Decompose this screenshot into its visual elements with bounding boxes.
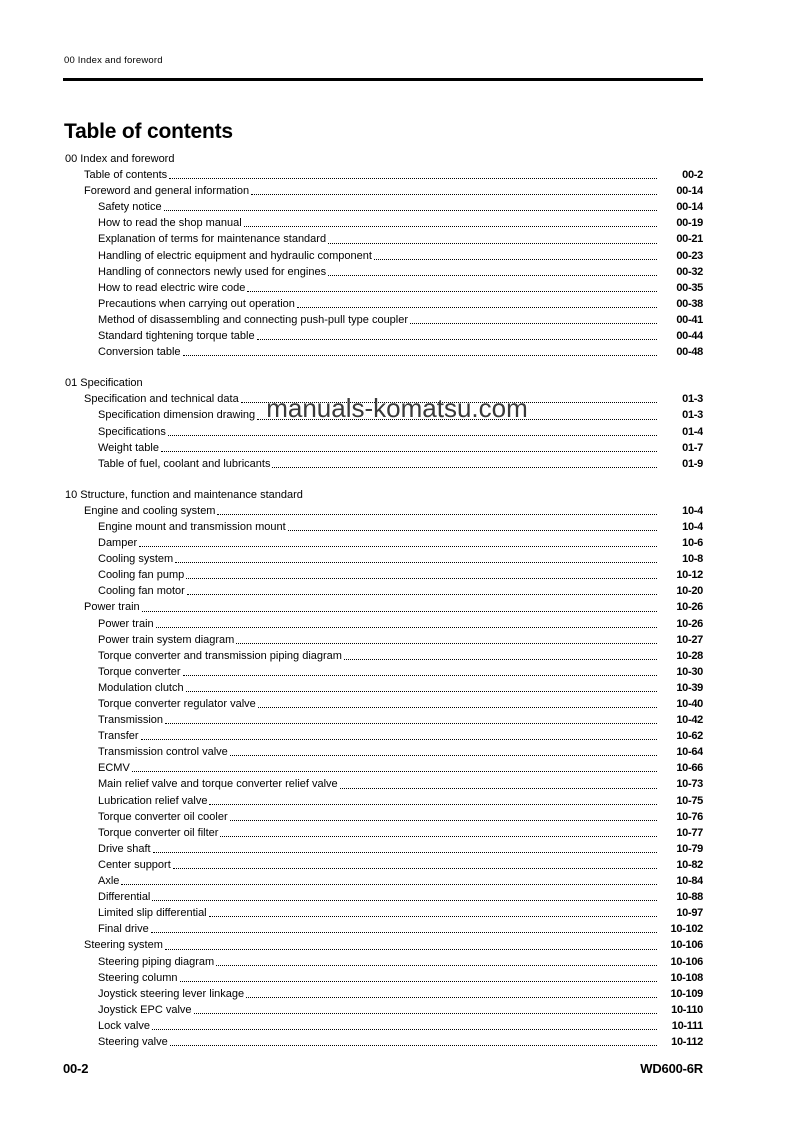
toc-entry-page-number: 00-19 <box>676 217 703 230</box>
dot-leader <box>173 857 657 873</box>
toc-entry-label: Cooling system <box>98 553 174 566</box>
dot-leader <box>186 567 657 583</box>
toc-entry-page-number: 00-21 <box>676 233 703 246</box>
toc-entry[interactable] <box>63 1034 703 1050</box>
toc-entry-label: Transmission control valve <box>98 746 228 759</box>
toc-entry[interactable] <box>63 167 703 183</box>
toc-entry-page-number: 10-82 <box>676 858 703 871</box>
toc-entry-page-number: 10-66 <box>676 762 703 775</box>
toc-entry-label: Drive shaft <box>98 842 151 855</box>
toc-entry-page-number: 10-6 <box>682 537 703 550</box>
toc-section <box>63 375 703 472</box>
footer-page-number: 00-2 <box>63 1061 89 1076</box>
dot-leader <box>194 1002 657 1018</box>
toc-entry[interactable] <box>63 841 703 857</box>
toc-entry[interactable] <box>63 680 703 696</box>
toc-entry-page-number: 01-3 <box>682 393 703 406</box>
toc-entry[interactable] <box>63 728 703 744</box>
toc-entry-label: Foreword and general information <box>84 185 250 198</box>
toc-entry[interactable] <box>63 793 703 809</box>
toc-entry-label: Joystick steering lever linkage <box>98 987 245 1000</box>
dot-leader <box>153 841 657 857</box>
toc-entry-label: Standard tightening torque table <box>98 330 255 343</box>
toc-entry-label: Method of disassembling and connecting push-pull type coupler <box>98 313 409 326</box>
toc-entry-page-number: 10-30 <box>676 665 703 678</box>
toc-entry-page-number: 10-97 <box>676 907 703 920</box>
dot-leader <box>139 535 657 551</box>
dot-leader <box>410 312 657 328</box>
toc-entry-label: Specification and technical data <box>84 393 239 406</box>
toc-section <box>63 487 703 1050</box>
toc-entry-label: Steering column <box>98 971 178 984</box>
toc-entry-label: Final drive <box>98 923 149 936</box>
dot-leader <box>288 519 657 535</box>
toc-entry[interactable] <box>63 456 703 472</box>
toc-entry-page-number: 10-4 <box>682 520 703 533</box>
toc-entry-page-number: 10-26 <box>676 601 703 614</box>
toc-entry[interactable] <box>63 937 703 953</box>
dot-leader <box>230 809 657 825</box>
dot-leader <box>241 391 657 407</box>
toc-entry-label: Differential <box>98 891 151 904</box>
dot-leader <box>169 167 657 183</box>
watermark-text: manuals-komatsu.com <box>266 393 528 423</box>
dot-leader <box>257 328 657 344</box>
toc-entry[interactable] <box>63 328 703 344</box>
toc-entry-label: Transmission <box>98 714 163 727</box>
toc-entry[interactable] <box>63 905 703 921</box>
toc-entry[interactable] <box>63 407 703 423</box>
toc-entry-label: Cooling fan pump <box>98 569 185 582</box>
toc-entry-page-number: 10-106 <box>670 939 703 952</box>
toc-entry-page-number: 00-14 <box>676 201 703 214</box>
toc-entry-page-number: 10-28 <box>676 649 703 662</box>
toc-entry[interactable] <box>63 183 703 199</box>
running-header: 00 Index and foreword <box>64 55 163 66</box>
toc-entry[interactable] <box>63 873 703 889</box>
toc-section-title: 10 Structure, function and maintenance standard <box>65 488 303 501</box>
table-of-contents <box>63 151 703 1050</box>
dot-leader <box>183 664 657 680</box>
dot-leader <box>165 937 657 953</box>
dot-leader <box>247 280 657 296</box>
toc-entry-label: Torque converter oil cooler <box>98 810 228 823</box>
toc-entry-page-number: 10-39 <box>676 681 703 694</box>
toc-entry[interactable] <box>63 744 703 760</box>
toc-entry-label: Weight table <box>98 441 159 454</box>
toc-entry-page-number: 00-48 <box>676 346 703 359</box>
header-rule <box>63 78 703 81</box>
toc-entry-page-number: 00-32 <box>676 265 703 278</box>
toc-entry-label: Transfer <box>98 730 139 743</box>
toc-entry[interactable] <box>63 215 703 231</box>
toc-entry-page-number: 10-106 <box>670 955 703 968</box>
toc-entry-label: Safety notice <box>98 201 162 214</box>
toc-entry-label: Specifications <box>98 425 166 438</box>
toc-entry[interactable] <box>63 264 703 280</box>
dot-leader <box>217 503 657 519</box>
toc-entry-page-number: 01-3 <box>682 409 703 422</box>
toc-entry-page-number: 10-111 <box>671 1019 703 1032</box>
toc-entry[interactable] <box>63 1002 703 1018</box>
toc-entry-label: Steering system <box>84 939 163 952</box>
dot-leader <box>121 873 657 889</box>
toc-entry-page-number: 10-112 <box>671 1035 703 1048</box>
toc-entry-label: Axle <box>98 875 120 888</box>
toc-entry[interactable] <box>63 986 703 1002</box>
toc-entry[interactable] <box>63 551 703 567</box>
dot-leader <box>328 231 657 247</box>
toc-entry[interactable] <box>63 616 703 632</box>
toc-entry-label: Power train <box>84 601 140 614</box>
toc-entry-page-number: 10-88 <box>676 891 703 904</box>
toc-entry[interactable] <box>63 1018 703 1034</box>
toc-entry-label: Torque converter oil filter <box>98 826 219 839</box>
toc-entry-page-number: 10-64 <box>676 746 703 759</box>
toc-entry-label: Engine and cooling system <box>84 504 216 517</box>
toc-entry-page-number: 10-109 <box>670 987 703 1000</box>
toc-entry-page-number: 10-20 <box>676 585 703 598</box>
dot-leader <box>161 440 657 456</box>
toc-entry-page-number: 00-35 <box>676 281 703 294</box>
toc-entry-label: Power train <box>98 617 154 630</box>
toc-entry-label: Torque converter and transmission piping diagram <box>98 649 342 662</box>
toc-entry-page-number: 10-4 <box>682 504 703 517</box>
page-title: Table of contents <box>64 120 233 144</box>
toc-entry-label: Handling of electric equipment and hydraulic component <box>98 249 372 262</box>
toc-entry-page-number: 10-27 <box>676 633 703 646</box>
dot-leader <box>236 632 657 648</box>
dot-leader <box>220 825 657 841</box>
toc-entry-label: Cooling fan motor <box>98 585 185 598</box>
toc-entry[interactable] <box>63 567 703 583</box>
toc-entry[interactable] <box>63 664 703 680</box>
toc-entry-page-number: 10-79 <box>676 842 703 855</box>
toc-entry[interactable] <box>63 503 703 519</box>
toc-entry-page-number: 00-23 <box>676 249 703 262</box>
dot-leader <box>141 728 657 744</box>
dot-leader <box>165 712 657 728</box>
toc-entry[interactable] <box>63 296 703 312</box>
dot-leader <box>183 344 657 360</box>
toc-entry[interactable] <box>63 954 703 970</box>
toc-entry[interactable] <box>63 440 703 456</box>
toc-entry-page-number: 10-12 <box>676 569 703 582</box>
toc-entry[interactable] <box>63 391 703 407</box>
toc-entry-page-number: 00-38 <box>676 297 703 310</box>
toc-entry-page-number: 01-9 <box>682 457 703 470</box>
dot-leader <box>156 616 657 632</box>
toc-entry-page-number: 00-14 <box>676 185 703 198</box>
toc-entry-page-number: 10-40 <box>676 698 703 710</box>
dot-leader <box>132 760 657 776</box>
toc-entry-page-number: 10-26 <box>676 617 703 630</box>
toc-entry-label: Table of contents <box>84 169 168 182</box>
toc-entry-label: Limited slip differential <box>98 907 207 920</box>
toc-entry-label: Engine mount and transmission mount <box>98 520 286 533</box>
toc-entry-page-number: 10-62 <box>676 730 703 743</box>
dot-leader <box>209 905 657 921</box>
toc-entry-label: Handling of connectors newly used for engines <box>98 265 327 278</box>
toc-entry[interactable] <box>63 280 703 296</box>
dot-leader <box>272 456 657 472</box>
toc-section-title: 00 Index and foreword <box>65 153 175 165</box>
toc-entry-page-number: 00-41 <box>676 313 703 326</box>
toc-entry[interactable] <box>63 583 703 599</box>
toc-entry-page-number: 01-4 <box>682 425 703 438</box>
toc-entry[interactable] <box>63 248 703 264</box>
dot-leader <box>244 215 657 231</box>
toc-entry-page-number: 10-108 <box>670 971 703 984</box>
dot-leader <box>152 1018 657 1034</box>
toc-entry-label: ECMV <box>98 762 130 775</box>
toc-entry-label: Damper <box>98 537 138 550</box>
dot-leader <box>209 793 657 809</box>
toc-section <box>63 151 703 360</box>
dot-leader <box>216 954 657 970</box>
dot-leader <box>151 921 657 937</box>
toc-entry[interactable] <box>63 809 703 825</box>
toc-entry[interactable] <box>63 970 703 986</box>
dot-leader <box>328 264 657 280</box>
dot-leader <box>246 986 657 1002</box>
toc-entry-label: Main relief valve and torque converter relief valve <box>98 778 338 791</box>
dot-leader <box>344 648 657 664</box>
toc-entry[interactable] <box>63 776 703 792</box>
toc-entry[interactable] <box>63 344 703 360</box>
toc-entry-label: Steering valve <box>98 1035 168 1048</box>
toc-entry-page-number: 00-44 <box>676 330 703 343</box>
toc-entry-page-number: 10-75 <box>676 794 703 807</box>
toc-entry-label: Lubrication relief valve <box>98 794 208 807</box>
dot-leader <box>175 551 657 567</box>
toc-entry-page-number: 10-8 <box>682 553 703 566</box>
toc-entry[interactable] <box>63 648 703 664</box>
toc-entry[interactable] <box>63 712 703 728</box>
toc-entry[interactable] <box>63 199 703 215</box>
dot-leader <box>258 696 657 712</box>
toc-entry[interactable] <box>63 424 703 440</box>
dot-leader <box>251 183 657 199</box>
toc-entry-label: Torque converter <box>98 665 181 678</box>
toc-entry-label: Joystick EPC valve <box>98 1003 192 1016</box>
footer-model: WD600-6R <box>640 1061 703 1076</box>
toc-entry[interactable] <box>63 231 703 247</box>
toc-entry[interactable] <box>63 825 703 841</box>
toc-section-title: 01 Specification <box>65 377 143 390</box>
toc-entry-page-number: 10-76 <box>676 810 703 823</box>
toc-entry[interactable] <box>63 519 703 535</box>
toc-entry-page-number: 01-7 <box>682 441 703 454</box>
dot-leader <box>230 744 657 760</box>
toc-entry-label: Lock valve <box>98 1019 150 1032</box>
dot-leader <box>152 889 657 905</box>
toc-entry-label: Modulation clutch <box>98 681 184 694</box>
dot-leader <box>257 407 657 423</box>
toc-entry-page-number: 00-2 <box>682 169 703 182</box>
toc-entry-page-number: 10-42 <box>676 714 703 727</box>
toc-entry-page-number: 10-102 <box>670 923 703 936</box>
dot-leader <box>180 970 658 986</box>
dot-leader <box>374 248 657 264</box>
toc-entry-label: Power train system diagram <box>98 633 235 646</box>
dot-leader <box>142 599 657 615</box>
dot-leader <box>187 583 657 599</box>
toc-entry-label: Conversion table <box>98 346 181 359</box>
toc-entry-label: Precautions when carrying out operation <box>98 297 295 310</box>
toc-entry[interactable] <box>63 696 703 712</box>
toc-entry-label: Explanation of terms for maintenance standard <box>98 233 327 246</box>
toc-entry-label: How to read electric wire code <box>98 281 246 294</box>
toc-entry-label: Specification dimension drawing <box>98 409 256 422</box>
toc-entry[interactable] <box>63 921 703 937</box>
toc-entry-page-number: 10-110 <box>671 1003 703 1016</box>
toc-entry[interactable] <box>63 857 703 873</box>
toc-entry-page-number: 10-84 <box>676 875 703 888</box>
toc-entry[interactable] <box>63 535 703 551</box>
toc-entry-label: How to read the shop manual <box>98 217 242 230</box>
toc-entry-label: Steering piping diagram <box>98 955 215 968</box>
dot-leader <box>170 1034 657 1050</box>
toc-entry-label: Table of fuel, coolant and lubricants <box>98 457 271 470</box>
toc-entry[interactable] <box>63 632 703 648</box>
dot-leader <box>168 424 657 440</box>
dot-leader <box>340 776 657 792</box>
dot-leader <box>297 296 657 312</box>
dot-leader <box>186 680 657 696</box>
toc-entry[interactable] <box>63 760 703 776</box>
dot-leader <box>164 199 657 215</box>
toc-entry-label: Center support <box>98 858 171 871</box>
toc-entry[interactable] <box>63 599 703 615</box>
toc-entry-page-number: 10-77 <box>676 826 703 839</box>
toc-entry[interactable] <box>63 312 703 328</box>
toc-entry-label: Torque converter regulator valve <box>98 698 256 710</box>
toc-entry[interactable] <box>63 889 703 905</box>
toc-entry-page-number: 10-73 <box>676 778 703 791</box>
